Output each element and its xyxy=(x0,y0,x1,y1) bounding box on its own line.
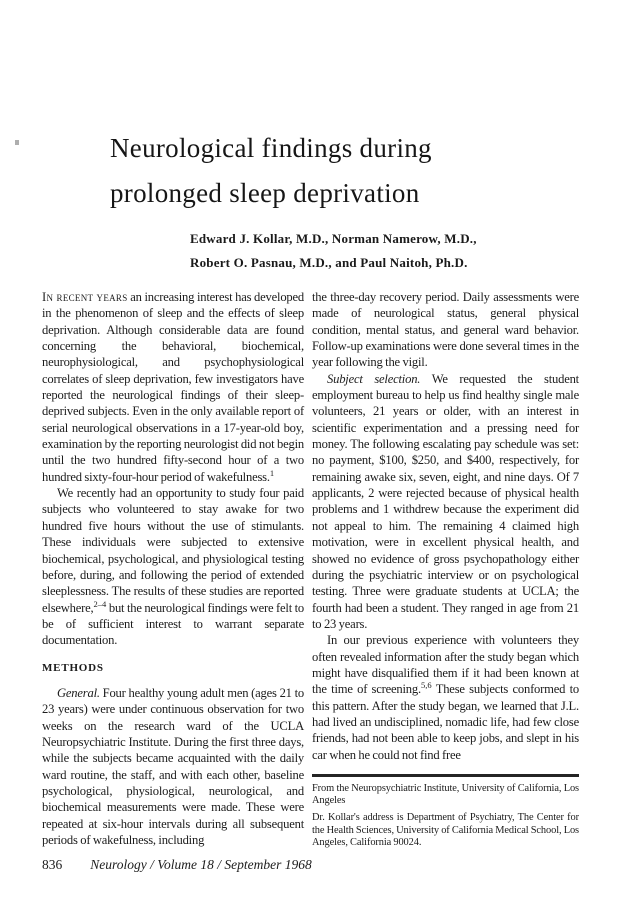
footnote-block xyxy=(312,774,579,849)
article-title xyxy=(110,126,432,216)
reference-superscript-2-4: 2–4 xyxy=(93,598,107,609)
subject-selection-paragraph xyxy=(312,371,579,633)
study-overview-paragraph xyxy=(42,485,304,648)
left-column xyxy=(42,289,312,874)
article-title-line1: Neurological findings during xyxy=(110,133,432,163)
volunteer-experience-paragraph xyxy=(312,632,579,763)
author-byline-line1: Edward J. Kollar, M.D., Norman Namerow, M.D., xyxy=(190,231,477,246)
footnote-address: Dr. Kollar's address is Department of Psychiatry, The Center for the Health Sciences, University of California Medical School, Los Angeles, California 90024. xyxy=(312,812,579,848)
right-column xyxy=(312,289,579,849)
volunteer-experience-text-b: These subjects conformed to this pattern. After the study began, we learned that J.L. had lived an undisciplined, nomadic life, had few close friends, had not been able to keep jobs, and slept in his car when he could not find free xyxy=(312,682,579,762)
study-overview-text-b: but the neurological findings were felt to be of sufficient interest to warrant separate documentation. xyxy=(42,600,304,648)
intro-paragraph-text: an increasing interest has developed in the phenomenon of sleep and the effects of sleep deprivation. Although considerable data are found concerning the behavioral, biochemical, neurophysiological, and psychophysiological correlates of sleep deprivation, few investigators have reported the neurological findings of their sleep-deprived subjects. Even in the only available report of serial neurological observations in a 17-year-old boy, examination by the reporting neurologist did not begin until the two hundred fifty-second hour of a two hundred sixty-four-hour period of wakefulness. xyxy=(42,290,304,484)
page-footer xyxy=(42,857,312,873)
methods-continuation-paragraph: the three-day recovery period. Daily assessments were made of neurological status, general physical condition, mental status, and general ward behavior. Follow-up examinations were done several times in the year following the vigil. xyxy=(312,290,579,370)
author-byline-line2: Robert O. Pasnau, M.D., and Paul Naitoh, Ph.D. xyxy=(190,255,468,270)
subject-selection-lead: Subject selection. xyxy=(327,371,421,386)
intro-paragraph xyxy=(42,289,304,485)
intro-smallcaps-lead: In recent years xyxy=(42,290,128,304)
methods-general-paragraph xyxy=(42,685,304,848)
author-byline xyxy=(190,227,477,275)
methods-general-text: Four healthy young adult men (ages 21 to 23 years) were under continuous observation for two weeks on the research ward of the UCLA Neuropsychiatric Institute. During the first three days, while the subjects became acquainted with the daily ward routine, the staff, and with each other, baseline psychological, physiological, neurological, and biochemical measurements were made. These were repeated at six-hour intervals during all subsequent periods of wakefulness, including xyxy=(42,685,304,847)
subject-selection-text: We requested the student employment bureau to help us find healthy single male volunteers, 21 years or older, with an interest in scientific experimentation and a pressing need for money. The following escalating pay schedule was set: no payment, $100, $250, and $400, respectively, for remaining awake six, seven, eight, and nine days. Of 7 applicants, 2 were rejected because of physical health problems and 1 withdrew because the experiment did not appeal to him. The remaining 4 claimed high motivation, were in excellent physical health, and showed no evidence of gross psychopathology either during the psychiatric interview or on psychological testing. Three were graduate students at UCLA; the fourth had been a student. They ranged in age from 21 to 23 years. xyxy=(312,371,579,631)
footnote-rule xyxy=(312,774,579,777)
reference-superscript-5-6: 5,6 xyxy=(420,680,432,691)
volunteer-experience-text-a: In our previous experience with volunteers they often revealed information after the study began which might have disqualified them if it had been known at the time of screening. xyxy=(312,633,579,697)
methods-general-lead: General. xyxy=(57,685,100,700)
journal-citation: Neurology / Volume 18 / September 1968 xyxy=(90,857,312,873)
study-overview-text-a: We recently had an opportunity to study four paid subjects who volunteered to stay awake for two hundred five hours without the use of stimulants. These individuals were subjected to extensive biochemical, psychological, and physiological testing before, during, and following the period of extended sleeplessness. The results of these studies are reported elsewhere, xyxy=(42,486,304,615)
reference-superscript-1: 1 xyxy=(269,467,275,478)
page-number: 836 xyxy=(42,857,63,873)
scan-artifact xyxy=(15,140,19,145)
methods-section-heading: METHODS xyxy=(42,661,104,674)
footnote-affiliation: From the Neuropsychiatric Institute, University of California, Los Angeles xyxy=(312,782,579,807)
article-title-line2: prolonged sleep deprivation xyxy=(110,178,420,208)
